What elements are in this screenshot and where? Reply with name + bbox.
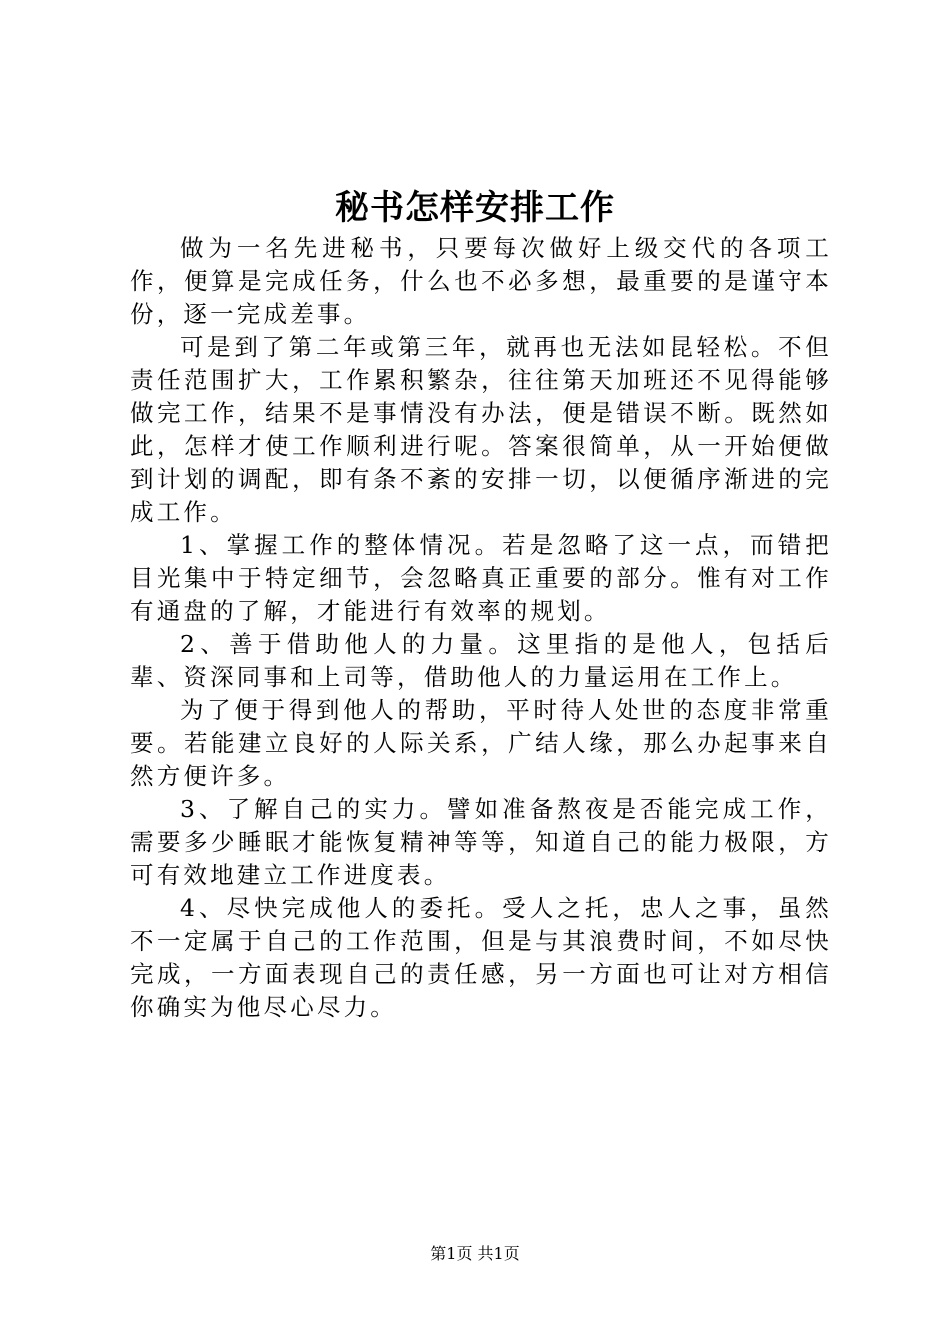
- paragraph-4: 2、善于借助他人的力量。这里指的是他人，包括后辈、资深同事和上司等，借助他人的力量运用在工作上。: [130, 630, 832, 691]
- paragraph-5: 为了便于得到他人的帮助，平时待人处世的态度非常重要。若能建立良好的人际关系，广结人缘，那么办起事来自然方便许多。: [130, 696, 832, 790]
- paragraph-3: 1、掌握工作的整体情况。若是忽略了这一点，而错把目光集中于特定细节，会忽略真正重要的部分。惟有对工作有通盘的了解，才能进行有效率的规划。: [130, 531, 832, 625]
- page-footer: 第1页 共1页: [430, 1244, 520, 1263]
- paragraph-2: 可是到了第二年或第三年，就再也无法如昆轻松。不但责任范围扩大，工作累积繁杂，往往第天加班还不见得能够做完工作，结果不是事情没有办法，便是错误不断。既然如此，怎样才使工作顺利进行呢。答案很简单，从一开始便做到计划的调配，即有条不紊的安排一切，以便循序渐进的完成工作。: [130, 333, 832, 526]
- paragraph-6: 3、了解自己的实力。譬如准备熬夜是否能完成工作，需要多少睡眠才能恢复精神等等，知道自己的能力极限，方可有效地建立工作进度表。: [130, 795, 832, 889]
- paragraph-7: 4、尽快完成他人的委托。受人之托，忠人之事，虽然不一定属于自己的工作范围，但是与其浪费时间，不如尽快完成，一方面表现自己的责任感，另一方面也可让对方相信你确实为他尽心尽力。: [130, 894, 832, 1021]
- document-title: 秘书怎样安排工作: [335, 188, 615, 228]
- document-body: [130, 232, 832, 1024]
- paragraph-1: 做为一名先进秘书，只要每次做好上级交代的各项工作，便算是完成任务，什么也不必多想，最重要的是谨守本份，逐一完成差事。: [130, 234, 832, 328]
